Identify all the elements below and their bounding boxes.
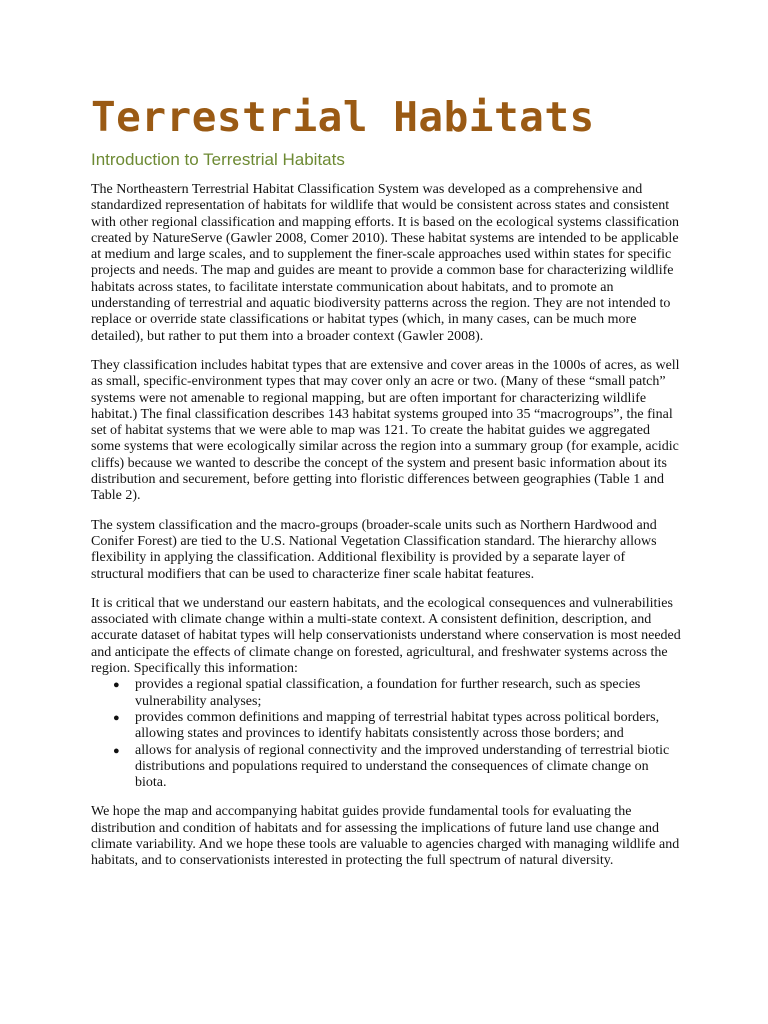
closing-paragraph: We hope the map and accompanying habitat guides provide fundamental tools for evaluating the distribution and condition of habitats and for assessing the implications of future land use change and climate variability. And we hope these tools are valuable to agencies charged with managing wildlife and habitats, and to conservationists interested in protecting the full spectrum of natural diversity. [91, 804, 680, 869]
bullet-text: provides common definitions and mapping of terrestrial habitat types across political borders, allowing states and provinces to identify habitats consistently across those borders; and [135, 709, 660, 742]
paragraph-4: It is critical that we understand our eastern habitats, and the ecological consequences and vulnerabilities associated with climate change within a multi-state context. A consistent definition, description, and accurate dataset of habitat types will help conservationists understand where conservation is most needed and anticipate the effects of climate change on forested, agricultural, and freshwater systems across the region. Specifically this information: [91, 595, 681, 677]
bullet-item [91, 710, 681, 743]
bullet-text: allows for analysis of regional connectivity and the improved understanding of terrestrial biotic distributions and populations required to understand the consequences of climate change on biota. [135, 742, 670, 791]
bullet-item [91, 743, 681, 792]
bullet-list [91, 677, 681, 791]
bullet-item [91, 677, 681, 710]
bullet-text: provides a regional spatial classification, a foundation for further research, such as species vulnerability analyses; [135, 677, 641, 709]
bullet-icon: ● [113, 679, 120, 692]
paragraph-3: The system classification and the macro-groups (broader-scale units such as Northern Hardwood and Conifer Forest) are tied to the U.S. National Vegetation Classification standard. The hierarchy allows flexibility in applying the classification. Additional flexibility is provided by a separate layer of structural modifiers that can be used to characterize finer scale habitat features. [91, 517, 657, 582]
paragraph-1: The Northeastern Terrestrial Habitat Classification System was developed as a comprehensive and standardized representation of habitats for wildlife that would be consistent across states and consistent with other regional classification and mapping efforts. It is based on the ecological systems classification created by NatureServe (Gawler 2008, Comer 2010). These habitat systems are intended to be applicable at medium and large scales, and to supplement the finer-scale approaches used within states for specific projects and needs. The map and guides are meant to provide a common base for characterizing wildlife habitats across states, to facilitate interstate communication about habitats, and to promote an understanding of terrestrial and aquatic biodiversity patterns across the region. They are not intended to replace or override state classifications or habitat types (which, in many cases, can be much more detailed), but rather to put them into a broader context (Gawler 2008). [91, 182, 679, 344]
paragraph-2: They classification includes habitat types that are extensive and cover areas in the 1000s of acres, as well as small, specific-environment types that may cover only an acre or two. (Many of these “small patch” systems were not amenable to regional mapping, but are often important for characterizing wildlife habitat.) The final classification describes 143 habitat systems grouped into 35 “macrogroups”, the final set of habitat systems that we were able to map was 121. To create the habitat guides we aggregated some systems that were ecologically similar across the region into a summary group (for example, acidic cliffs) because we wanted to describe the concept of the system and present basic information about its distribution and securement, before getting into floristic differences between geographies (Table 1 and Table 2). [91, 357, 680, 504]
page-title: Terrestrial Habitats [91, 93, 595, 141]
section-heading: Introduction to Terrestrial Habitats [91, 150, 345, 169]
bullet-icon: ● [113, 711, 120, 724]
document-page [91, 94, 681, 870]
bullet-icon: ● [113, 744, 120, 757]
